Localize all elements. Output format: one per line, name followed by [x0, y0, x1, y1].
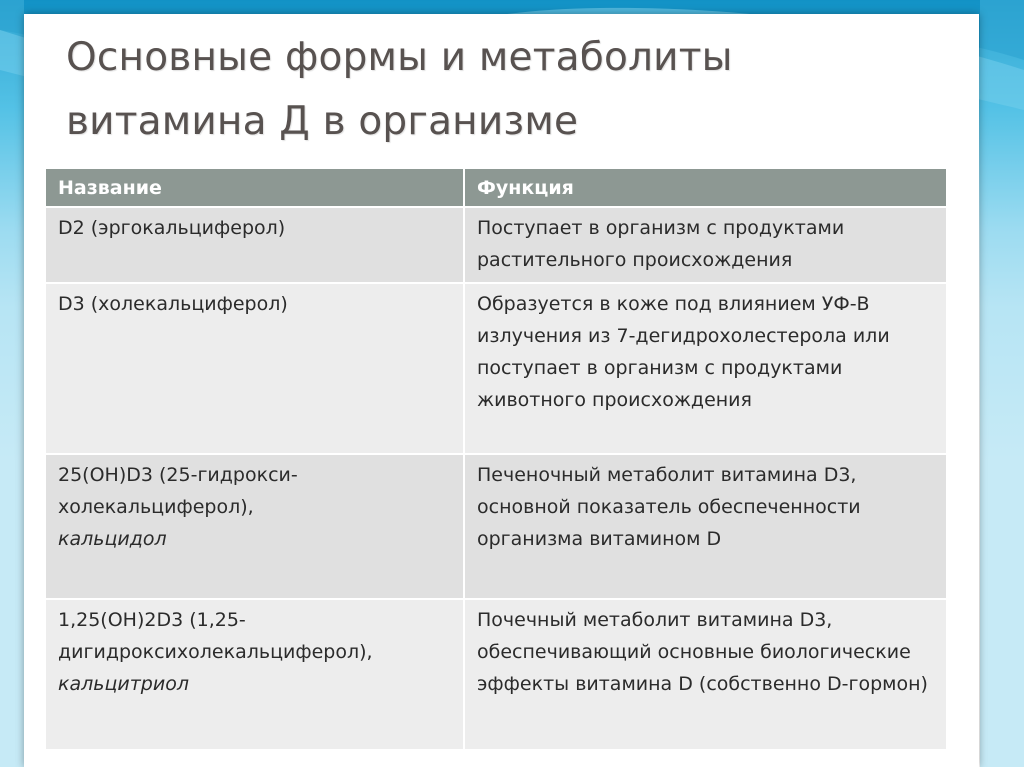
- slide-title-line-2: витамина Д в организме: [66, 99, 579, 144]
- column-header-function: Функция: [464, 169, 946, 207]
- cell-name-common: кальцидол: [58, 528, 167, 550]
- cell-name-text: 1,25(ОН)2D3 (1,25-дигидроксихолекальциферол),: [58, 609, 373, 663]
- vitamin-d-forms-table: [46, 169, 946, 749]
- cell-name: [46, 599, 464, 749]
- column-header-name: Название: [46, 169, 464, 207]
- table-row: [46, 454, 946, 599]
- table-row: [46, 207, 946, 283]
- table-row: [46, 599, 946, 749]
- cell-name-text: 25(ОН)D3 (25-гидрокси-холекальциферол),: [58, 464, 298, 518]
- cell-function: Образуется в коже под влиянием УФ-В излучения из 7-дегидрохолестерола или поступает в организм с продуктами животного происхождения: [464, 283, 946, 454]
- cell-name-common: кальцитриол: [58, 673, 189, 695]
- table-header-row: [46, 169, 946, 207]
- cell-function: Поступает в организм с продуктами растительного происхождения: [464, 207, 946, 283]
- table-row: [46, 283, 946, 454]
- cell-function: Печеночный метаболит витамина D3, основной показатель обеспеченности организма витамином D: [464, 454, 946, 599]
- slide-title-line-1: Основные формы и метаболиты: [66, 35, 733, 80]
- slide-title: [66, 26, 926, 154]
- cell-name: D2 (эргокальциферол): [46, 207, 464, 283]
- cell-name: D3 (холекальциферол): [46, 283, 464, 454]
- cell-function: Почечный метаболит витамина D3, обеспечивающий основные биологические эффекты витамина D (собственно D-гормон): [464, 599, 946, 749]
- cell-name: [46, 454, 464, 599]
